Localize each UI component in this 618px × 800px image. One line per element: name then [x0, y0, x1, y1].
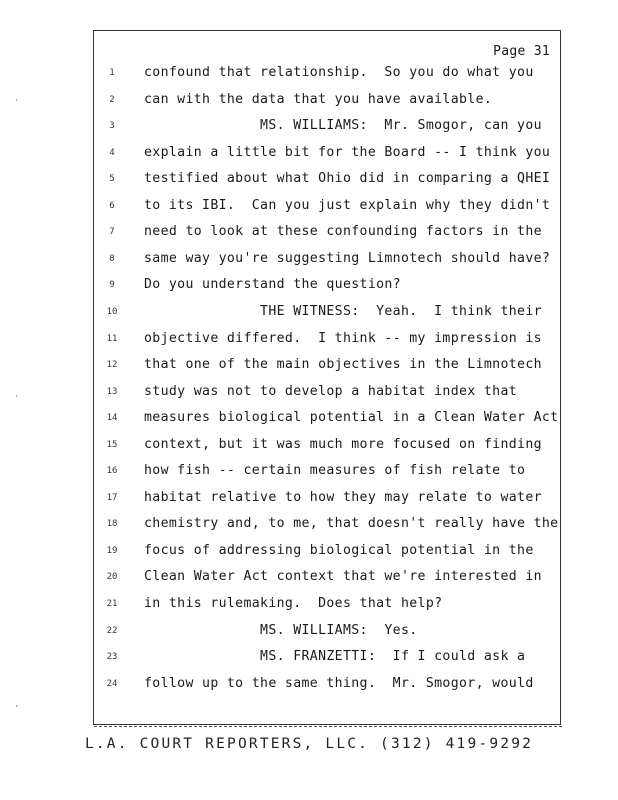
line-text: context, but it was much more focused on finding: [144, 436, 542, 452]
line-number: 20: [106, 572, 118, 583]
line-text: in this rulemaking. Does that help?: [144, 596, 443, 611]
transcript-line: [94, 623, 560, 643]
margin-mark: ·: [14, 702, 20, 712]
line-text: study was not to develop a habitat index that: [144, 383, 518, 399]
line-text: measures biological potential in a Clean Water Act: [144, 410, 559, 426]
line-number: 12: [106, 360, 118, 371]
transcript-line: [94, 92, 560, 112]
transcript-line: [94, 596, 560, 616]
line-number: 7: [109, 227, 115, 238]
transcript-line: [94, 543, 560, 563]
line-number: 24: [106, 678, 118, 689]
page-number: Page 31: [493, 44, 550, 59]
line-text: THE WITNESS: Yeah. I think their: [144, 303, 542, 319]
transcript-line: [94, 224, 560, 244]
line-text: how fish -- certain measures of fish relate to: [144, 463, 526, 479]
line-text: MS. FRANZETTI: If I could ask a: [144, 649, 526, 665]
margin-mark: ·: [14, 392, 20, 402]
line-text: Clean Water Act context that we're interested in: [144, 569, 542, 585]
transcript-line: [94, 145, 560, 165]
transcript-line: [94, 516, 560, 536]
transcript-line: [94, 649, 560, 669]
margin-mark: ·: [14, 96, 20, 106]
line-text: need to look at these confounding factors in the: [144, 224, 542, 240]
line-number: 10: [106, 306, 118, 317]
line-number: 4: [109, 147, 115, 158]
line-number: 17: [106, 492, 118, 503]
line-text: confound that relationship. So you do what you: [144, 65, 534, 80]
line-number: 22: [106, 625, 118, 636]
line-number: 15: [106, 439, 118, 450]
line-number: 14: [106, 413, 118, 424]
line-number: 23: [106, 652, 118, 663]
line-number: 18: [106, 519, 118, 530]
transcript-line: [94, 171, 560, 191]
transcript-line: [94, 437, 560, 457]
transcript-page-frame: [93, 30, 561, 725]
line-number: 6: [109, 200, 115, 211]
transcript-line: [94, 410, 560, 430]
transcript-line: [94, 118, 560, 138]
line-text: same way you're suggesting Limnotech should have?: [144, 250, 551, 266]
line-number: 8: [109, 253, 115, 264]
transcript-line: [94, 331, 560, 351]
line-text: to its IBI. Can you just explain why they didn't: [144, 197, 551, 213]
transcript-line: [94, 251, 560, 271]
line-text: objective differed. I think -- my impression is: [144, 330, 542, 346]
line-text: focus of addressing biological potential in the: [144, 542, 534, 558]
line-number: 9: [109, 280, 115, 291]
line-text: Do you understand the question?: [144, 277, 401, 293]
line-text: chemistry and, to me, that doesn't really have the: [144, 516, 559, 532]
line-number: 2: [109, 94, 115, 105]
line-number: 11: [106, 333, 118, 344]
line-text: can with the data that you have available.: [144, 91, 493, 107]
transcript-line: [94, 463, 560, 483]
transcript-line: [94, 277, 560, 297]
transcript-line: [94, 198, 560, 218]
line-number: 21: [106, 599, 118, 609]
line-number: 3: [109, 121, 115, 132]
transcript-line: [94, 357, 560, 377]
line-number: 5: [109, 174, 115, 185]
transcript-line: [94, 569, 560, 589]
line-number: 1: [109, 68, 115, 78]
line-text: follow up to the same thing. Mr. Smogor, would: [144, 675, 534, 691]
transcript-line: [94, 384, 560, 404]
line-number: 16: [106, 466, 118, 477]
line-number: 19: [106, 545, 118, 556]
line-text: MS. WILLIAMS: Yes.: [144, 622, 418, 638]
line-text: explain a little bit for the Board -- I think you: [144, 144, 551, 160]
line-number: 13: [106, 386, 118, 397]
transcript-line: [94, 65, 560, 85]
line-text: MS. WILLIAMS: Mr. Smogor, can you: [144, 118, 542, 134]
line-text: that one of the main objectives in the Limnotech: [144, 357, 542, 373]
line-text: testified about what Ohio did in comparing a QHEI: [144, 171, 551, 187]
court-reporter-footer: L.A. COURT REPORTERS, LLC. (312) 419-9292: [84, 736, 534, 752]
transcript-line: [94, 304, 560, 324]
transcript-line: [94, 490, 560, 510]
transcript-line: [94, 676, 560, 696]
line-text: habitat relative to how they may relate to water: [144, 489, 542, 505]
